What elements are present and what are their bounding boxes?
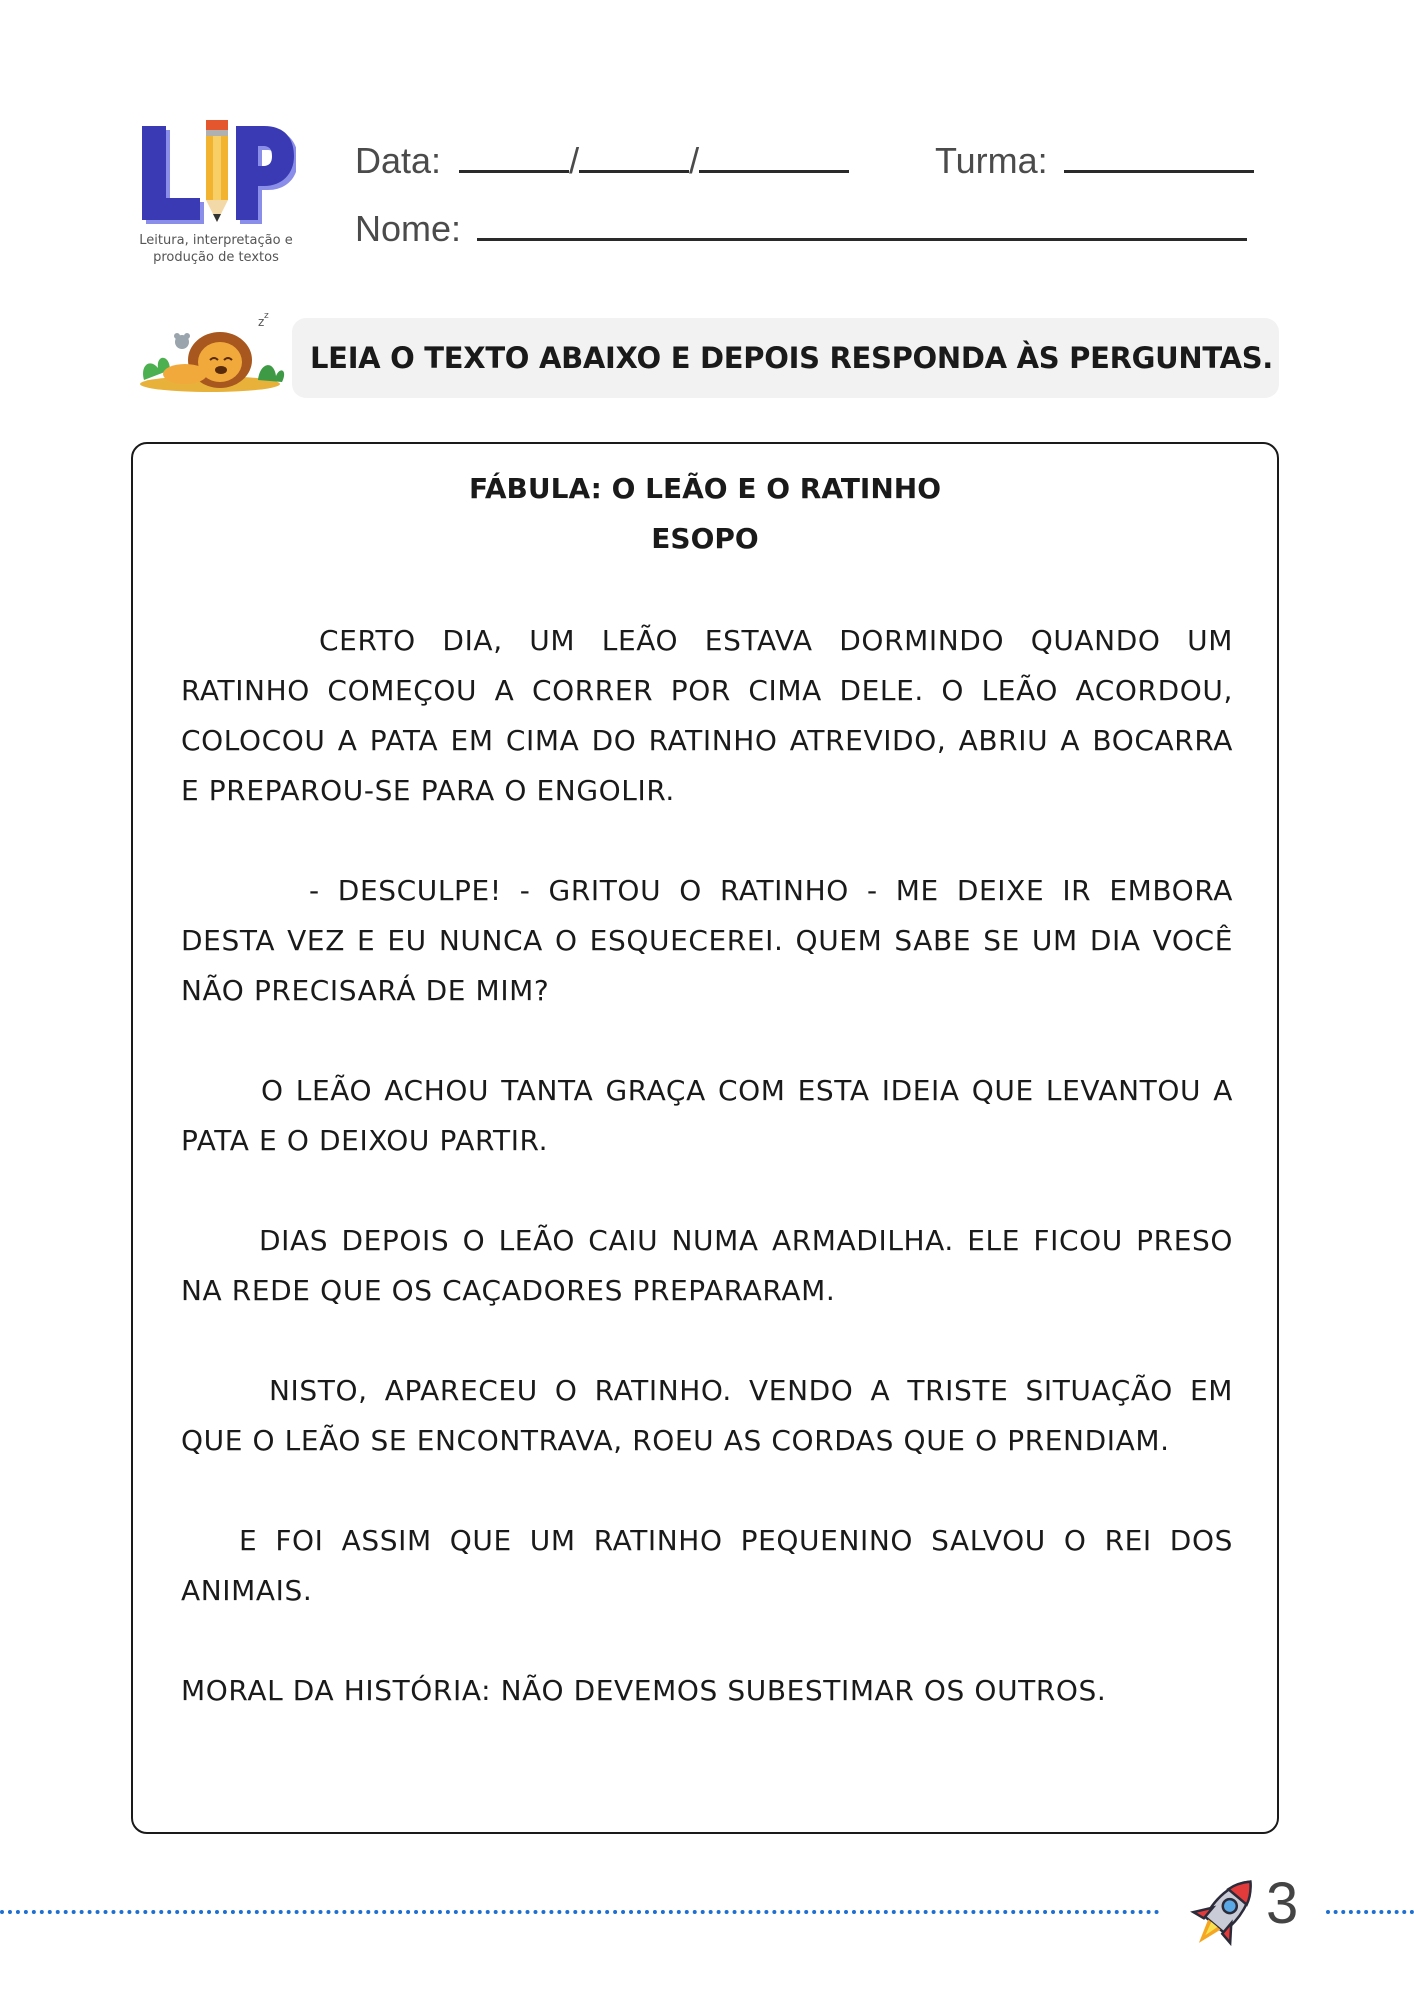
date-label: Data: — [355, 140, 442, 181]
story-moral: MORAL DA HISTÓRIA: NÃO DEVEMOS SUBESTIMAR OS OUTROS. — [181, 1674, 1107, 1707]
date-separator: / — [689, 140, 700, 181]
nome-blank[interactable] — [477, 210, 1247, 241]
logo-caption — [128, 232, 304, 266]
turma-blank[interactable] — [1064, 142, 1254, 173]
instruction-text: LEIA O TEXTO ABAIXO E DEPOIS RESPONDA ÀS PERGUNTAS. — [310, 341, 1274, 375]
nome-field-row — [355, 208, 1247, 250]
footer-dotted-line-right — [1326, 1910, 1414, 1914]
lip-logo-letters — [136, 120, 296, 225]
nome-label: Nome: — [355, 208, 462, 249]
logo-caption-line1: Leitura, interpretação e — [139, 233, 293, 248]
story-paragraph: O LEÃO ACHOU TANTA GRAÇA COM ESTA IDEIA QUE LEVANTOU A PATA E O DEIXOU PARTIR. — [181, 1074, 1233, 1157]
date-month-blank[interactable] — [579, 142, 689, 173]
footer-dotted-line-left — [0, 1910, 1160, 1914]
svg-text:z: z — [264, 311, 269, 321]
page-number: 3 — [1266, 1871, 1299, 1936]
story-paragraph: E FOI ASSIM QUE UM RATINHO PEQUENINO SALVOU O REI DOS ANIMAIS. — [181, 1524, 1233, 1607]
turma-field-row — [935, 140, 1254, 182]
story-author: ESOPO — [651, 522, 759, 555]
story-paragraph: CERTO DIA, UM LEÃO ESTAVA DORMINDO QUANDO UM RATINHO COMEÇOU A CORRER POR CIMA DELE. O LEÃO ACORDOU, COLOCOU A PATA EM CIMA DO RATINHO ATREVIDO, ABRIU A BOCARRA E PREPAROU-SE PARA O ENGOLIR. — [181, 624, 1233, 807]
rocket-icon — [1186, 1868, 1262, 1958]
story-title: FÁBULA: O LEÃO E O RATINHO — [468, 472, 942, 505]
story-paragraph: NISTO, APARECEU O RATINHO. VENDO A TRISTE SITUAÇÃO EM QUE O LEÃO SE ENCONTRAVA, ROEU AS CORDAS QUE O PRENDIAM. — [181, 1374, 1233, 1457]
sleeping-lion-icon — [130, 310, 290, 400]
logo-caption-line2: produção de textos — [153, 250, 279, 265]
date-field-row — [355, 140, 849, 182]
story-paragraph: DIAS DEPOIS O LEÃO CAIU NUMA ARMADILHA. ELE FICOU PRESO NA REDE QUE OS CAÇADORES PREPARARAM. — [181, 1224, 1233, 1307]
lip-logo — [136, 120, 296, 270]
date-day-blank[interactable] — [459, 142, 569, 173]
date-year-blank[interactable] — [699, 142, 849, 173]
story-paragraph: - DESCULPE! - GRITOU O RATINHO - ME DEIXE IR EMBORA DESTA VEZ E EU NUNCA O ESQUECEREI. QUEM SABE SE UM DIA VOCÊ NÃO PRECISARÁ DE MIM? — [181, 874, 1233, 1007]
svg-text:z: z — [258, 315, 265, 329]
instruction-banner — [292, 318, 1279, 398]
date-separator: / — [569, 140, 580, 181]
turma-label: Turma: — [935, 140, 1048, 181]
story-box — [131, 442, 1279, 1834]
